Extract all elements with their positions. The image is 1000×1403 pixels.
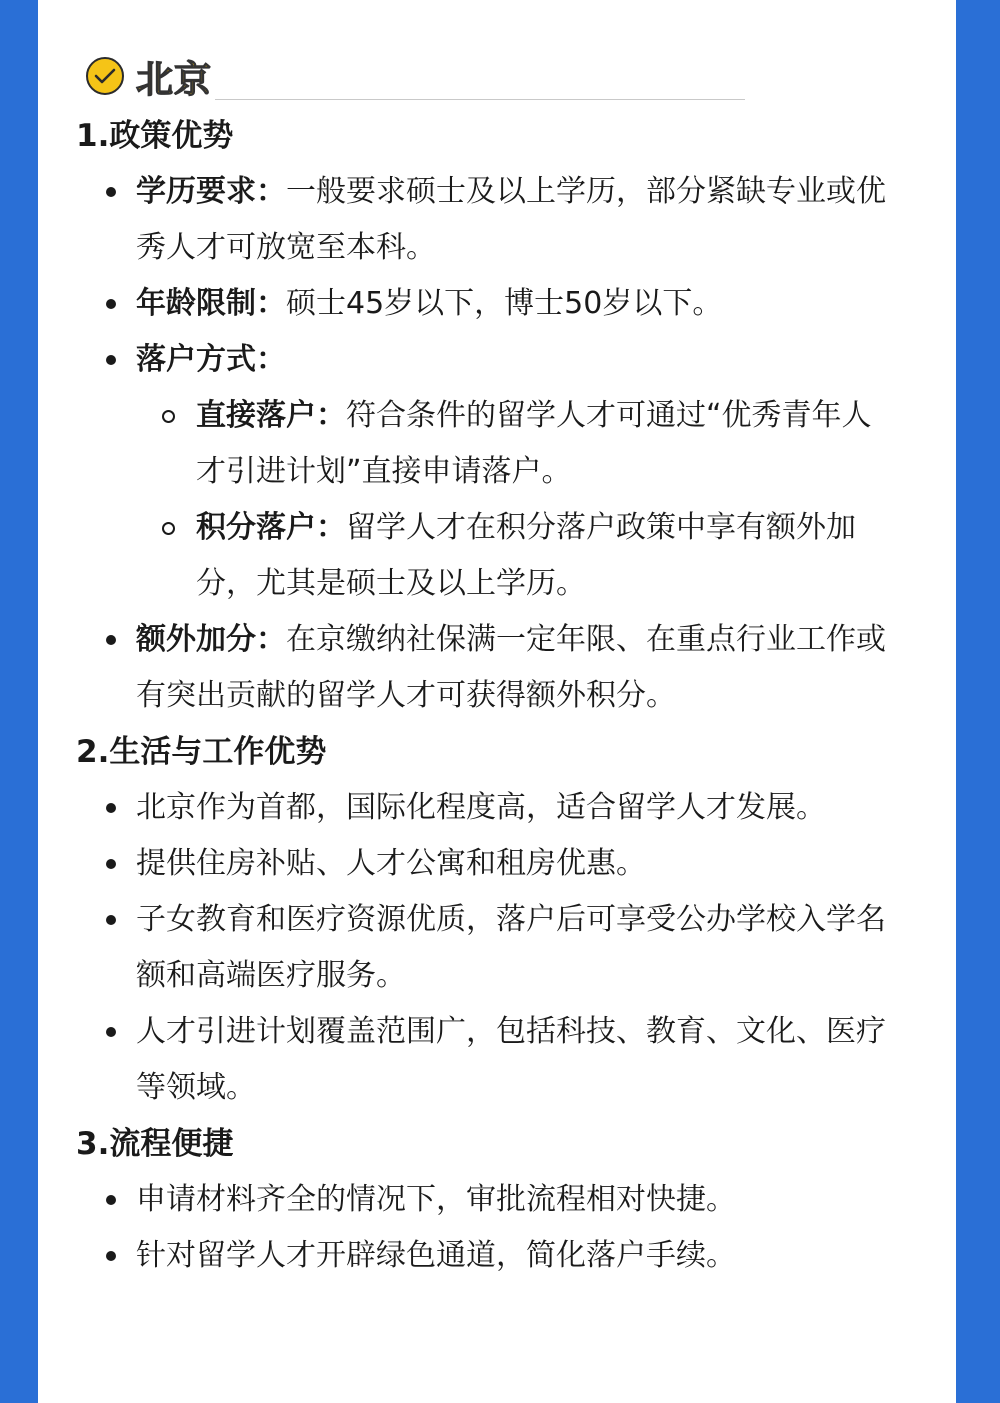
item-text: 硕士45岁以下，博士50岁以下。: [286, 286, 723, 321]
section-heading: [86, 52, 212, 100]
process-list: [76, 1172, 916, 1284]
list-item: [76, 332, 906, 612]
check-circle-icon: [86, 57, 124, 95]
sub-list-item: [136, 388, 896, 500]
item-text: 留学人才在积分落户政策中享有额外加分，尤其是硕士及以上学历。: [196, 510, 856, 601]
item-label: 落户方式：: [136, 342, 286, 377]
item-text: 符合条件的留学人才可通过“优秀青年人才引进计划”直接申请落户。: [196, 398, 872, 489]
section-title-process: 3.流程便捷: [76, 1126, 234, 1162]
item-label: 年龄限制：: [136, 286, 286, 321]
list-item: [76, 276, 906, 332]
sub-list-item: [136, 500, 896, 612]
list-item: 申请材料齐全的情况下，审批流程相对快捷。: [76, 1172, 906, 1228]
section-title-life-work: 2.生活与工作优势: [76, 734, 327, 770]
list-item: 北京作为首都，国际化程度高，适合留学人才发展。: [76, 780, 906, 836]
item-text: 一般要求硕士及以上学历，部分紧缺专业或优秀人才可放宽至本科。: [136, 174, 886, 265]
list-item: [76, 164, 906, 276]
page-title: 北京: [136, 58, 212, 101]
list-item: 子女教育和医疗资源优质，落户后可享受公办学校入学名额和高端医疗服务。: [76, 892, 906, 1004]
list-item: [76, 612, 906, 724]
policy-list: [76, 164, 916, 724]
sub-list: [136, 388, 906, 612]
main-content: [76, 108, 916, 1284]
item-label: 额外加分：: [136, 622, 286, 657]
item-label: 积分落户：: [196, 510, 346, 545]
list-item: 针对留学人才开辟绿色通道，简化落户手续。: [76, 1228, 906, 1284]
section-title-policy: 1.政策优势: [76, 118, 234, 154]
heading-divider: [215, 99, 745, 100]
item-label: 直接落户：: [196, 398, 346, 433]
life-work-list: [76, 780, 916, 1116]
item-label: 学历要求：: [136, 174, 286, 209]
list-item: 人才引进计划覆盖范围广，包括科技、教育、文化、医疗等领域。: [76, 1004, 906, 1116]
item-text: 在京缴纳社保满一定年限、在重点行业工作或有突出贡献的留学人才可获得额外积分。: [136, 622, 886, 713]
list-item: 提供住房补贴、人才公寓和租房优惠。: [76, 836, 906, 892]
